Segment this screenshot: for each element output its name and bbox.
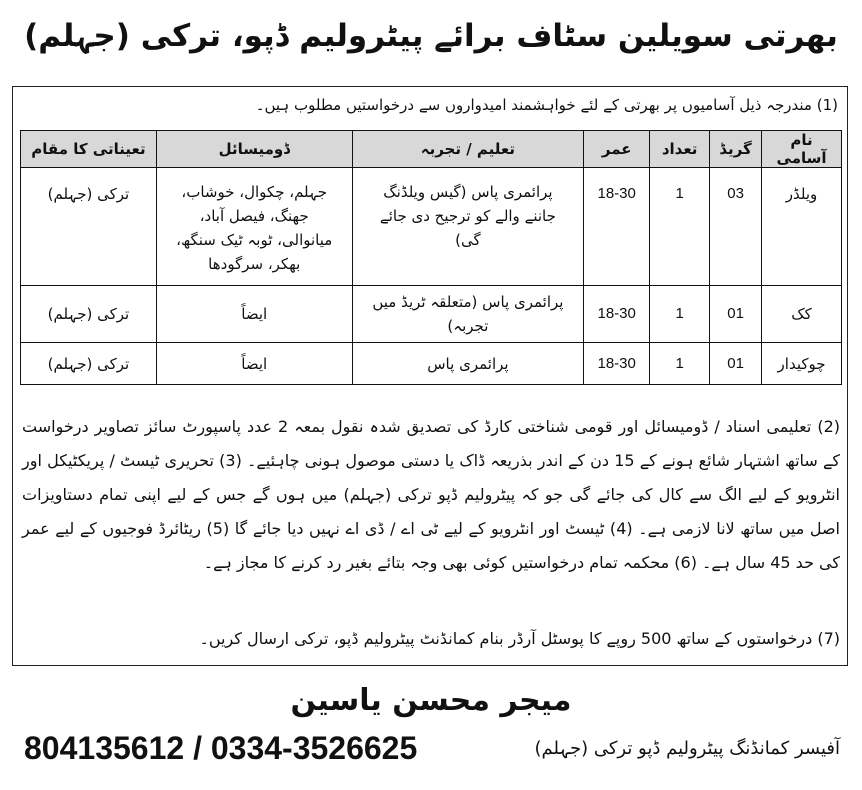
cell-domicile: ایضاً <box>156 286 352 343</box>
cell-post: ویلڈر <box>762 168 842 286</box>
cell-grade: 03 <box>710 168 762 286</box>
signatory-name: میجر محسن یاسین <box>290 683 572 718</box>
cell-count: 1 <box>650 168 710 286</box>
postal-order-note: (7) درخواستوں کے ساتھ 500 روپے کا پوسٹل آرڈر بنام کمانڈنٹ پیٹرولیم ڈپو، ترکی ارسال کریں۔ <box>199 629 840 648</box>
table-row <box>21 343 842 385</box>
cell-grade: 01 <box>710 343 762 385</box>
intro-text: (1) مندرجہ ذیل آسامیوں پر بھرتی کے لئے خواہشمند امیدواروں سے درخواستیں مطلوب ہیں۔ <box>255 96 838 114</box>
page-title: بھرتی سویلین سٹاف برائے پیٹرولیم ڈپو، ترکی (جہلم) <box>24 18 838 54</box>
cell-grade: 01 <box>710 286 762 343</box>
instructions-paragraph: (2) تعلیمی اسناد / ڈومیسائل اور قومی شناختی کارڈ کی تصدیق شدہ نقول بمعہ 2 عدد پاسپورٹ سائز تصاویر درخواست کے ساتھ اشتہار شائع ہونے کے 15 دن کے اندر بذریعہ ڈاک یا دستی موصول ہونی چاہئیے۔ (3) تحریری ٹیسٹ / پریکٹیکل اور انٹرویو کے لیے الگ سے کال کی جائے گی جو کہ پیٹرولیم ڈپو ترکی (جہلم) میں ہوں گے جس کے لیے اپنی تمام دستاویزات اصل میں ساتھ لانا لازمی ہے۔ (4) ٹیسٹ اور انٹرویو کے لیے ٹی اے / ڈی اے نہیں دیا جائے گا (5) ریٹائرڈ فوجیوں کے لیے عمر کی حد 45 سال ہے۔ (6) محکمہ تمام درخواستیں کوئی بھی وجہ بتائے بغیر رد کرنے کا مجاز ہے۔ <box>22 417 840 572</box>
cell-education: پرائمری پاس (متعلقہ ٹریڈ میں تجربہ) <box>352 286 584 343</box>
cell-place: ترکی (جہلم) <box>21 343 157 385</box>
header-count: تعداد <box>650 131 710 168</box>
cell-place: ترکی (جہلم) <box>21 168 157 286</box>
header-domicile: ڈومیسائل <box>156 131 352 168</box>
officer-designation: آفیسر کمانڈنگ پیٹرولیم ڈپو ترکی (جہلم) <box>534 738 840 759</box>
cell-post: کک <box>762 286 842 343</box>
cell-education: پرائمری پاس (گیس ویلڈنگ جاننے والے کو ترجیح دی جائے گی) <box>352 168 584 286</box>
cell-post: چوکیدار <box>762 343 842 385</box>
cell-age: 18-30 <box>584 168 650 286</box>
header-place: تعیناتی کا مقام <box>21 131 157 168</box>
cell-age: 18-30 <box>584 286 650 343</box>
header-post: نام آسامی <box>762 131 842 168</box>
header-grade: گریڈ <box>710 131 762 168</box>
cell-age: 18-30 <box>584 343 650 385</box>
cell-domicile: ایضاً <box>156 343 352 385</box>
table-row <box>21 286 842 343</box>
header-education: تعلیم / تجربہ <box>352 131 584 168</box>
contact-phone: 804135612 / 0334-3526625 <box>24 730 418 766</box>
vacancy-table <box>20 130 842 385</box>
table-row <box>21 168 842 286</box>
cell-place: ترکی (جہلم) <box>21 286 157 343</box>
header-age: عمر <box>584 131 650 168</box>
table-header-row <box>21 131 842 168</box>
cell-count: 1 <box>650 343 710 385</box>
cell-education: پرائمری پاس <box>352 343 584 385</box>
cell-count: 1 <box>650 286 710 343</box>
cell-domicile: جہلم، چکوال، خوشاب، جھنگ، فیصل آباد، میانوالی، ٹوبہ ٹیک سنگھ، بھکر، سرگودھا <box>156 168 352 286</box>
